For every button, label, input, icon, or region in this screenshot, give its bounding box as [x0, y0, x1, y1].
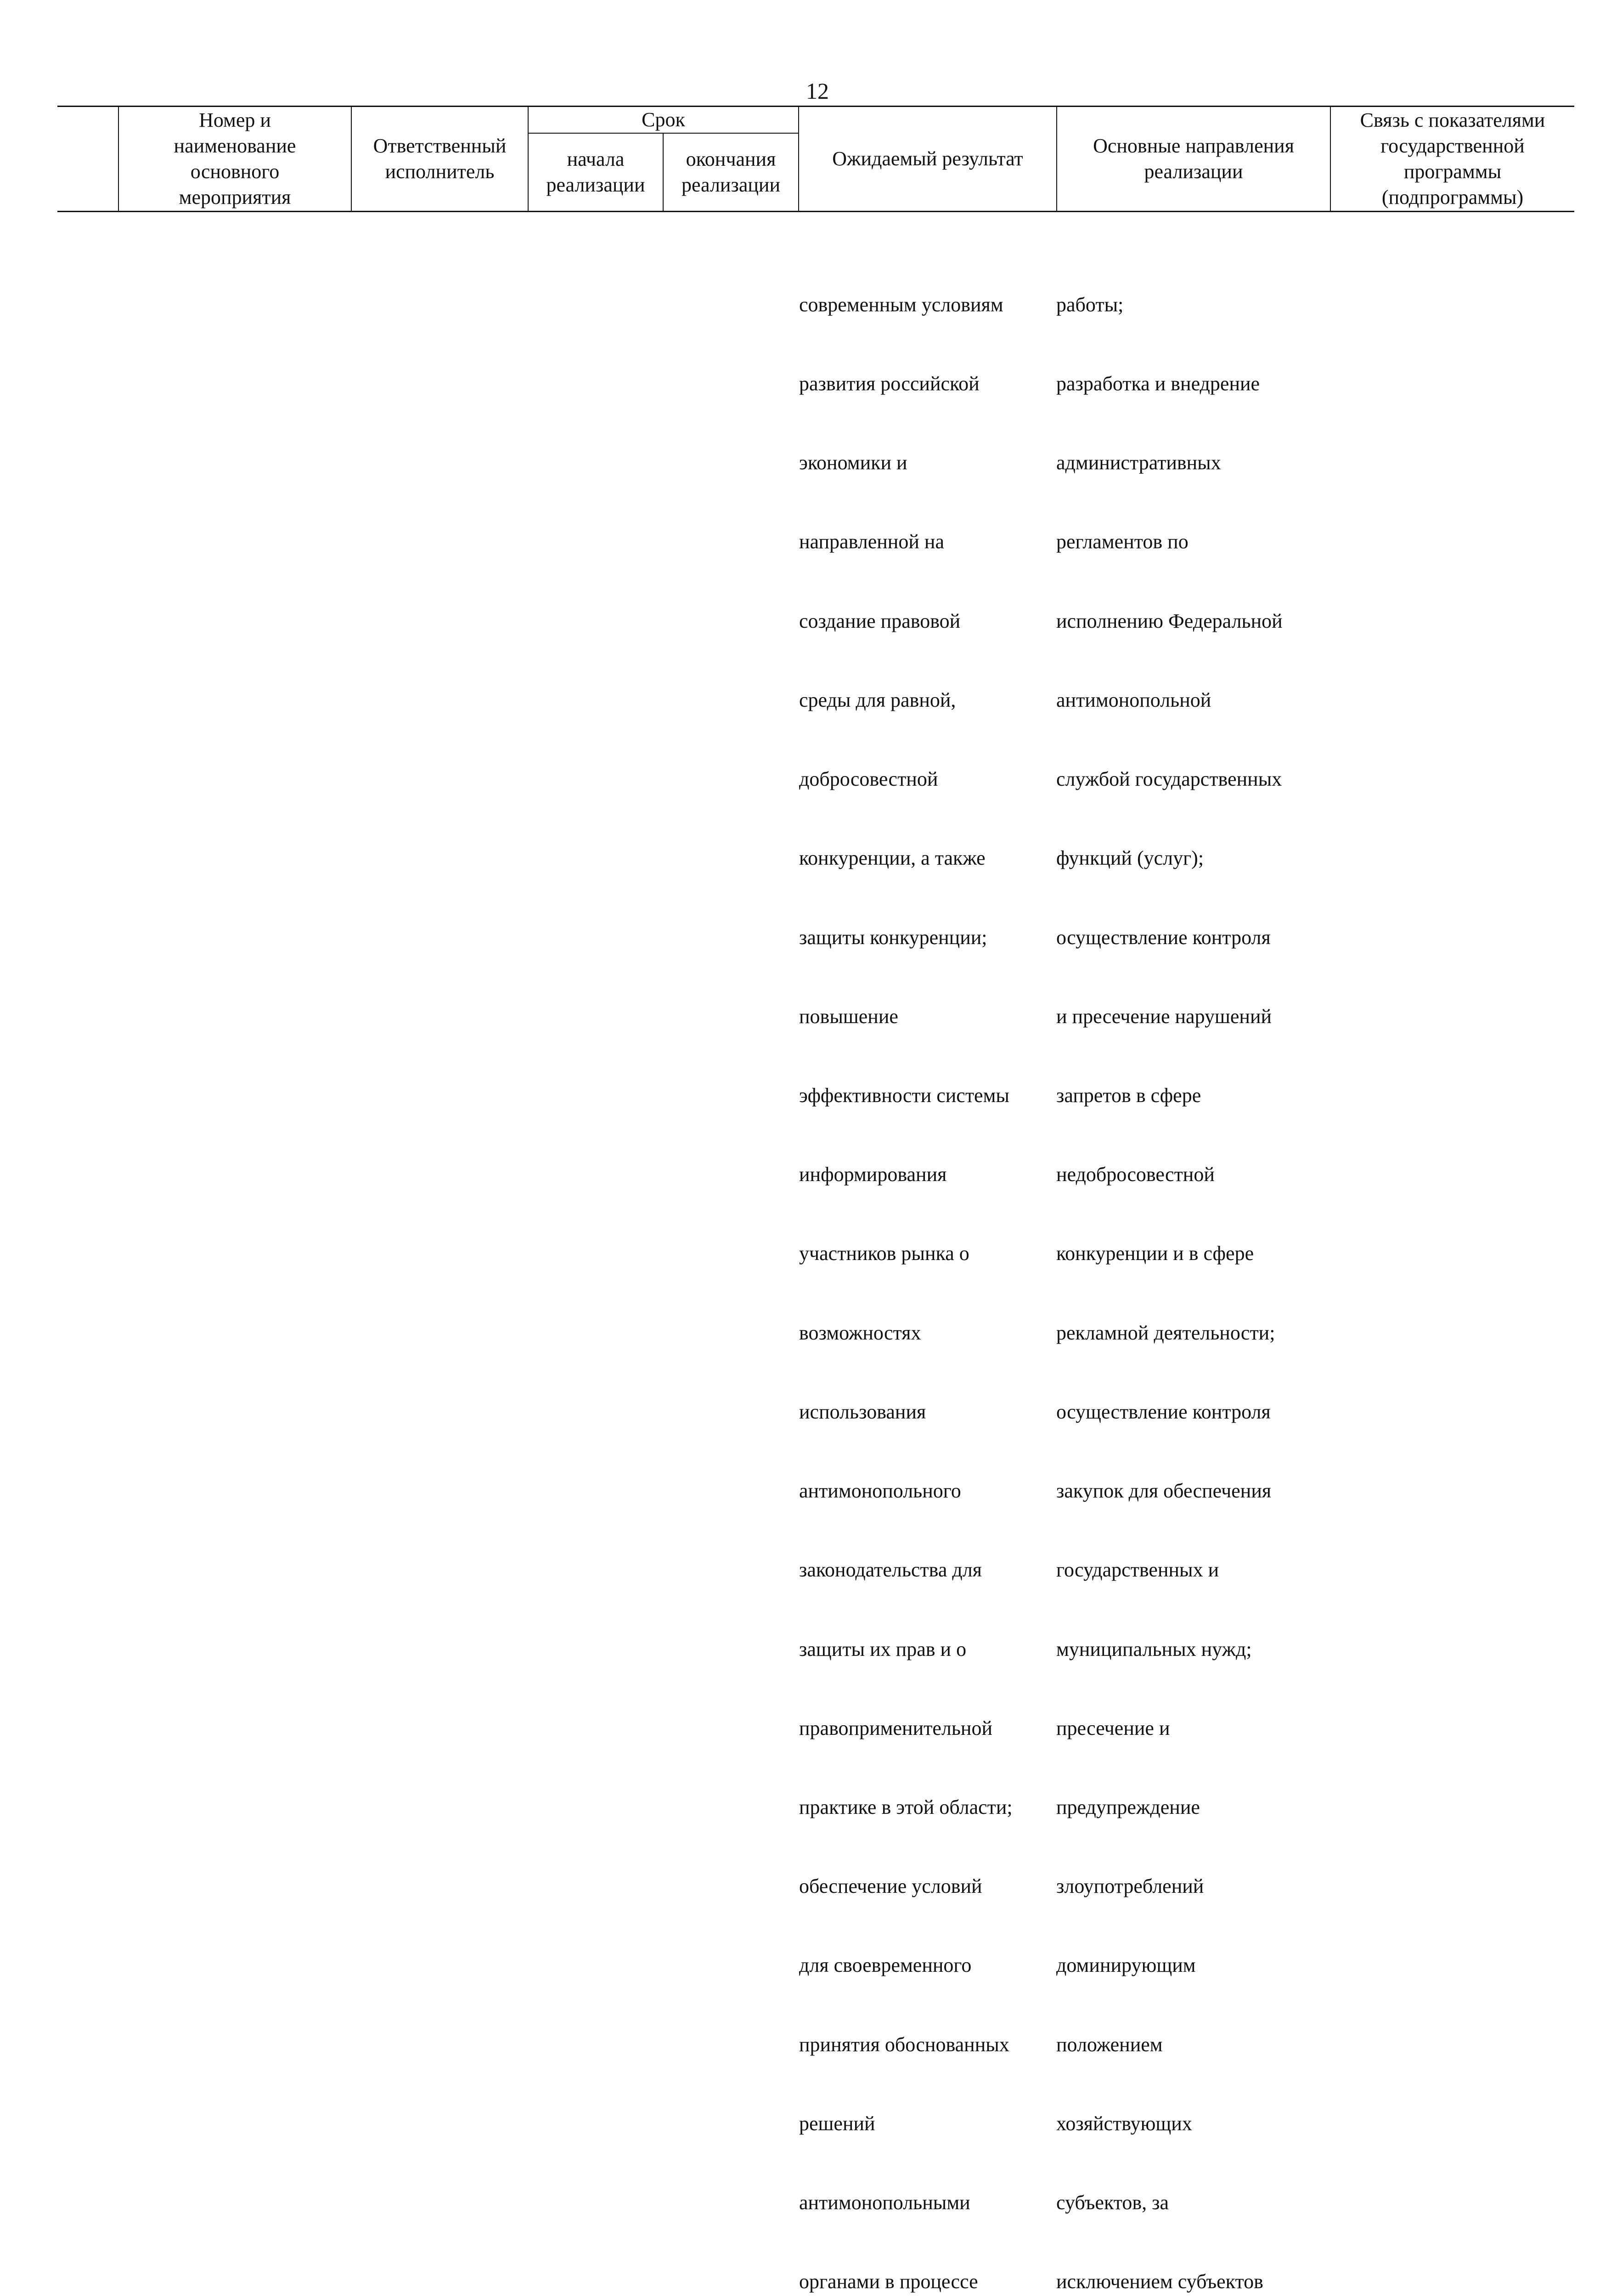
expected-result-line: повышение — [799, 1005, 898, 1028]
expected-result-line: законодательства для — [799, 1559, 982, 1581]
header-main-directions — [1057, 107, 1330, 212]
page-number: 12 — [806, 78, 829, 104]
expected-result-line: направленной на — [799, 530, 944, 553]
expected-result-line: добросовестной — [799, 768, 938, 791]
header-main-directions-text: Основные направления реализации — [1093, 135, 1294, 183]
expected-result-line: решений — [799, 2112, 875, 2135]
main-directions-line: муниципальных нужд; — [1056, 1638, 1252, 1660]
header-term-end — [663, 133, 799, 212]
main-directions-column — [1056, 239, 1283, 2296]
expected-result-line: защиты их прав и о — [799, 1638, 967, 1660]
expected-result-line: правоприменительной — [799, 1716, 992, 1739]
main-directions-line: злоупотреблений — [1056, 1875, 1204, 1898]
main-directions-line: осуществление контроля — [1056, 926, 1271, 949]
main-directions-line: работы; — [1056, 293, 1124, 316]
header-item-name — [118, 107, 351, 212]
expected-result-column — [799, 239, 1013, 2296]
header-term-end-text: окончания реализации — [681, 148, 781, 196]
header-item-name-text: Номер и наименование основного мероприятия — [174, 109, 296, 208]
header-expected-result — [799, 107, 1057, 212]
expected-result-line: возможностях — [799, 1321, 921, 1344]
main-directions-line: исключением субъектов — [1056, 2270, 1263, 2293]
expected-result-line: защиты конкуренции; — [799, 926, 987, 949]
main-directions-line: рекламной деятельности; — [1056, 1321, 1275, 1344]
expected-result-line: принятия обоснованных — [799, 2033, 1009, 2056]
header-term — [528, 107, 799, 134]
expected-result-line: практике в этой области; — [799, 1795, 1013, 1818]
main-directions-line: закупок для обеспечения — [1056, 1480, 1272, 1503]
main-directions-line: доминирующим — [1056, 1954, 1196, 1977]
main-directions-line: службой государственных — [1056, 768, 1282, 791]
main-directions-line: предупреждение — [1056, 1795, 1200, 1818]
header-term-start — [528, 133, 663, 212]
expected-result-line: антимонопольного — [799, 1480, 961, 1503]
main-directions-line: регламентов по — [1056, 530, 1189, 553]
header-blank-cell — [57, 107, 118, 212]
table-header — [57, 106, 1574, 212]
main-directions-line: функций (услуг); — [1056, 847, 1204, 870]
main-directions-line: пресечение и — [1056, 1716, 1170, 1739]
main-directions-line: осуществление контроля — [1056, 1400, 1271, 1423]
expected-result-line: современным условиям — [799, 293, 1003, 316]
header-responsible — [351, 107, 528, 212]
expected-result-line: антимонопольными — [799, 2191, 970, 2214]
expected-result-line: развития российской — [799, 372, 980, 395]
main-directions-line: недобросовестной — [1056, 1163, 1215, 1186]
main-directions-line: конкуренции и в сфере — [1056, 1242, 1254, 1265]
main-directions-line: запретов в сфере — [1056, 1084, 1201, 1107]
expected-result-line: использования — [799, 1400, 926, 1423]
expected-result-line: экономики и — [799, 451, 907, 474]
header-indicators-link-text: Связь с показателями государственной программы (подпрограммы) — [1360, 109, 1545, 208]
expected-result-line: среды для равной, — [799, 688, 956, 711]
header-expected-result-text: Ожидаемый результат — [832, 147, 1023, 170]
expected-result-line: органами в процессе — [799, 2270, 978, 2293]
expected-result-line: для своевременного — [799, 1954, 972, 1977]
main-directions-line: исполнению Федеральной — [1056, 609, 1283, 632]
main-directions-line: и пресечение нарушений — [1056, 1005, 1272, 1028]
header-term-start-text: начала реализации — [546, 148, 645, 196]
main-directions-line: хозяйствующих — [1056, 2112, 1192, 2135]
expected-result-line: эффективности системы — [799, 1084, 1009, 1107]
expected-result-line: информирования — [799, 1163, 947, 1186]
main-directions-line: субъектов, за — [1056, 2191, 1169, 2214]
header-term-text: Срок — [642, 108, 685, 131]
main-directions-line: антимонопольной — [1056, 688, 1211, 711]
main-directions-line: административных — [1056, 451, 1221, 474]
expected-result-line: конкуренции, а также — [799, 847, 986, 870]
header-indicators-link — [1330, 107, 1574, 212]
main-directions-line: государственных и — [1056, 1559, 1219, 1581]
expected-result-line: создание правовой — [799, 609, 961, 632]
header-responsible-text: Ответственный исполнитель — [373, 135, 507, 183]
main-directions-line: положением — [1056, 2033, 1163, 2056]
expected-result-line: обеспечение условий — [799, 1875, 982, 1898]
main-directions-line: разработка и внедрение — [1056, 372, 1260, 395]
expected-result-line: участников рынка о — [799, 1242, 969, 1265]
